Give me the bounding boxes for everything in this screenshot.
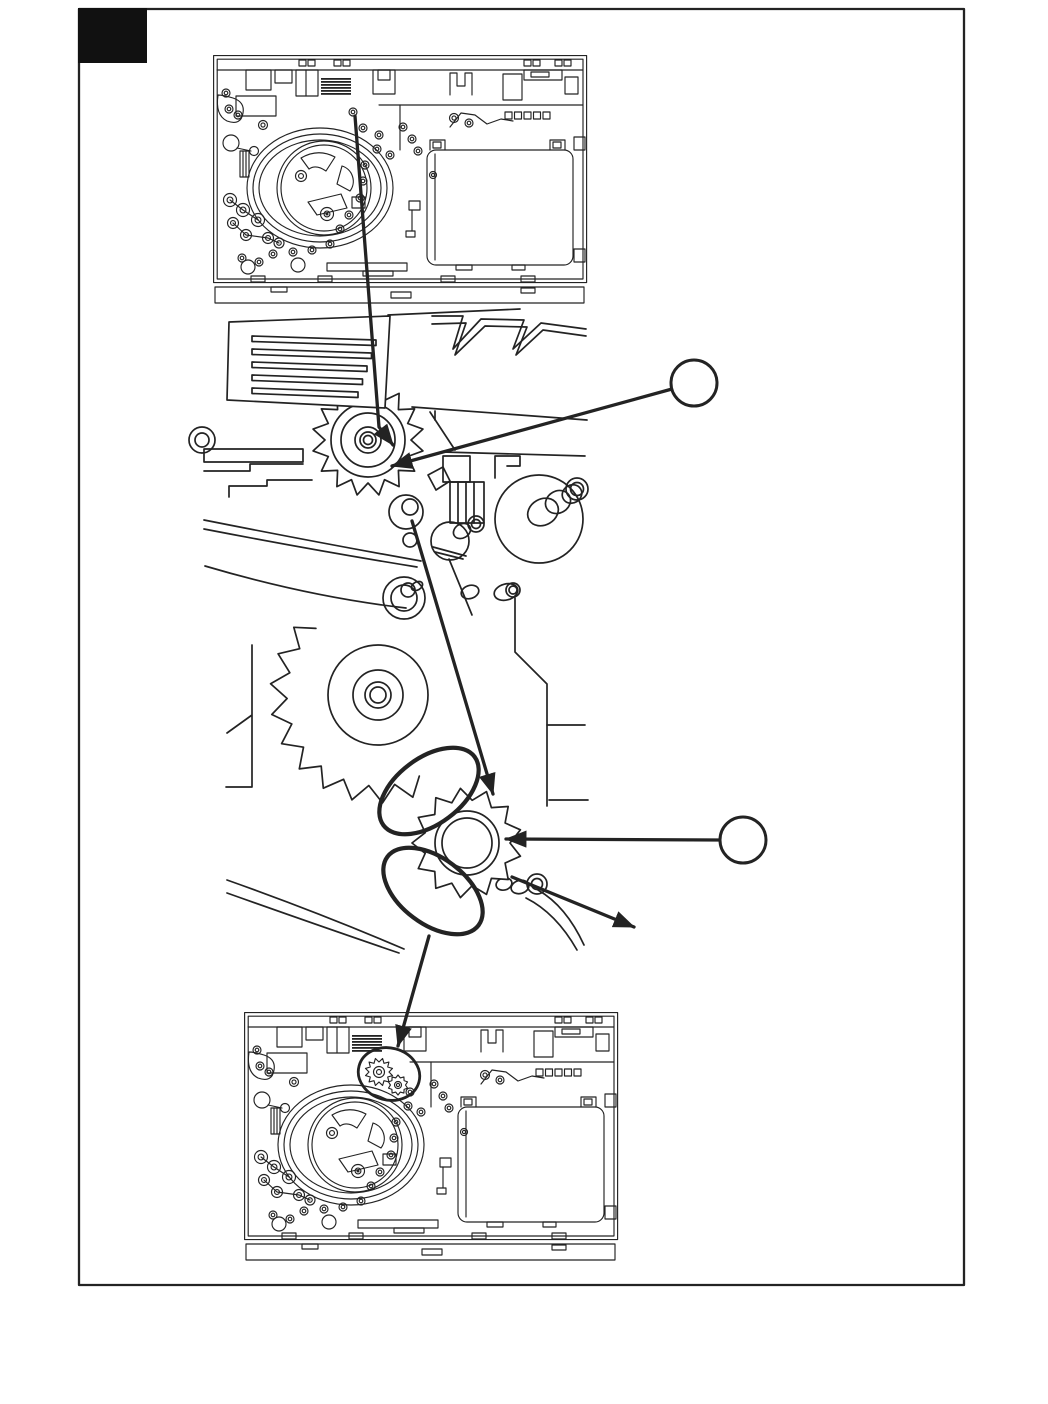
arrow-callout2-to-idler (506, 839, 719, 840)
section-marker-box (78, 8, 147, 63)
callout-1-circle (671, 360, 717, 406)
callout-2-circle (720, 817, 766, 863)
louver-panel (227, 316, 390, 408)
